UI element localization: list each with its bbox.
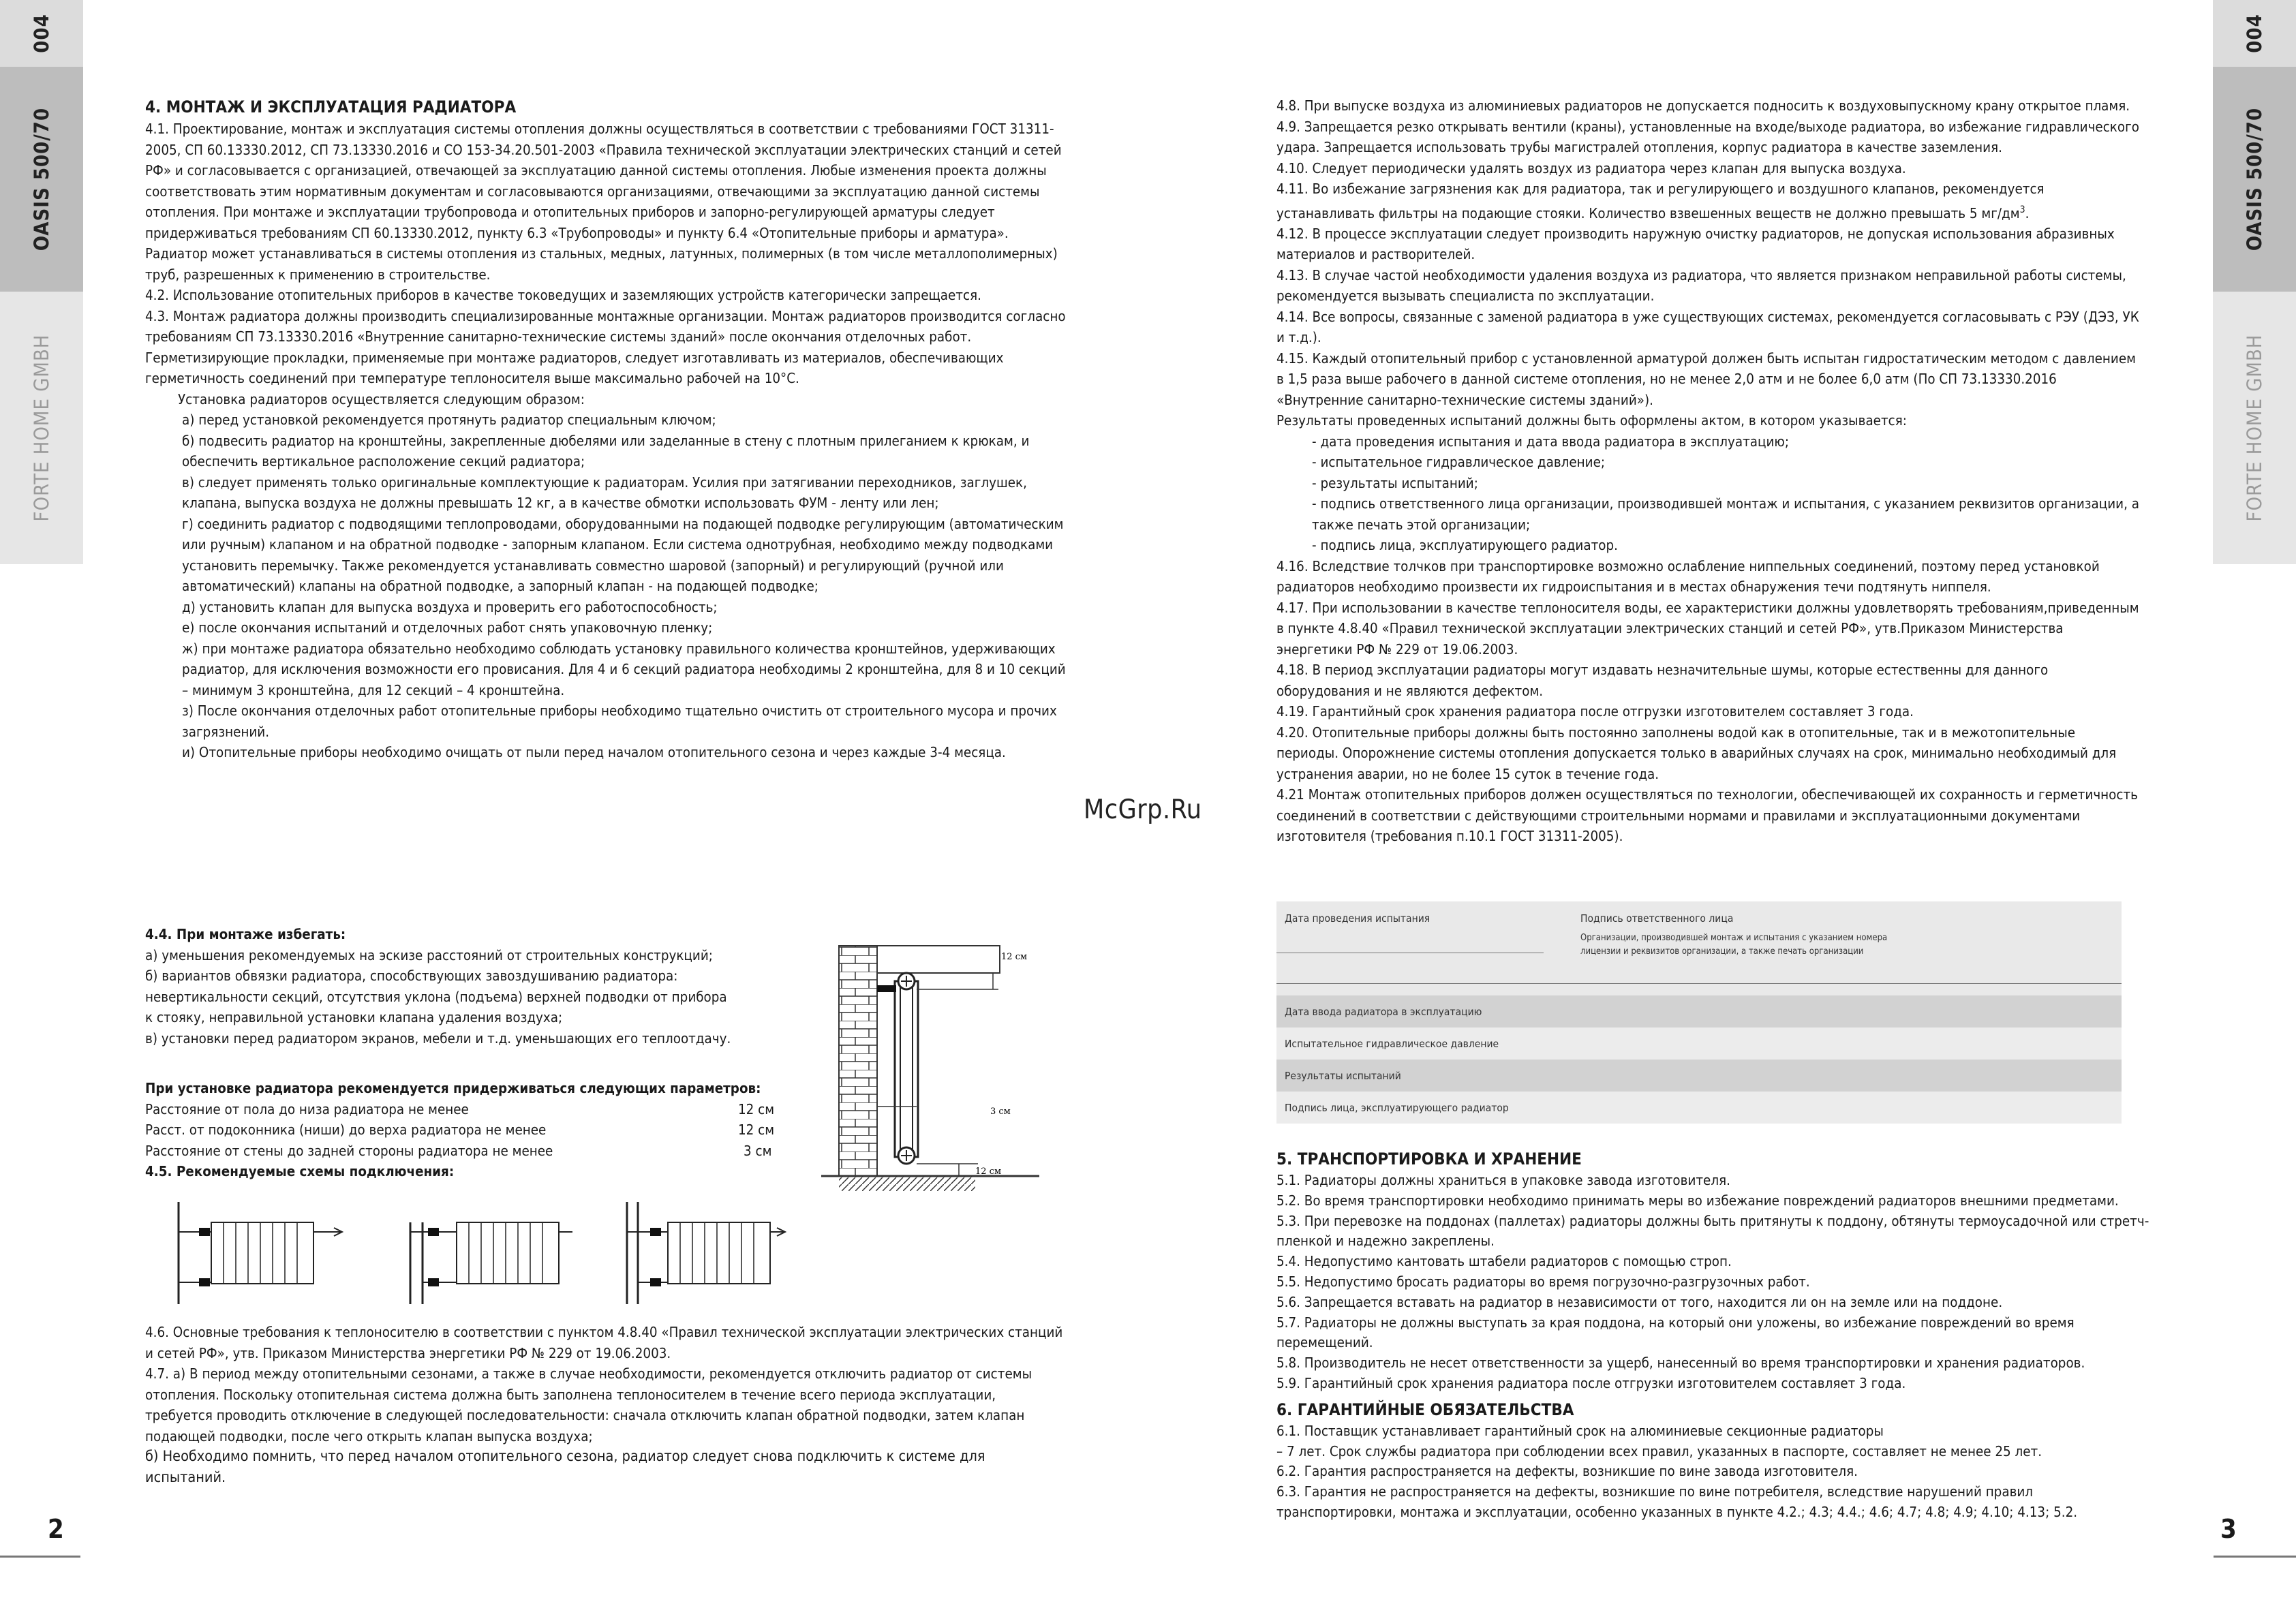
list-item: - испытательное гидравлическое давление;	[1312, 454, 1606, 471]
list-item: 5.3. При перевозке на поддонах (паллетах) радиаторы должны быть притянуты к поддону, обтянуты термоусадочной или стретч-пленкой и надежно закреплены.	[1276, 1212, 2149, 1250]
list-item: ж) при монтаже радиатора обязательно необходимо соблюдать установку правильного количества кронштейнов, удерживающих радиатор, для исключения возможности его провисания. Для 4 и 6 секций радиатора необходимы 2 кронштейна, для 8 и 10 секций – минимум 3 кронштейна, для 12 секций – 4 кронштейна.	[182, 640, 1066, 698]
page-number-left: 2	[48, 1514, 64, 1544]
side-brand: FORTE HOME GMBH	[30, 334, 53, 522]
right-column-top	[1276, 95, 2141, 847]
list-item: 5.4. Недопустимо кантовать штабели радиаторов с помощью строп.	[1276, 1253, 1732, 1270]
section-4-5-heading: 4.5. Рекомендуемые схемы подключения:	[145, 1163, 455, 1179]
list-item: д) установить клапан для выпуска воздуха и проверить его работоспособность;	[182, 598, 718, 615]
side-model: OASIS 500/70	[30, 107, 53, 251]
list-item: 5.8. Производитель не несет ответственности за ущерб, нанесенный во время транспортировки и хранения радиаторов.	[1276, 1355, 2085, 1372]
table-row: Дата ввода радиатора в эксплуатацию	[1276, 995, 2122, 1027]
section-6-heading: 6. ГАРАНТИЙНЫЕ ОБЯЗАТЕЛЬСТВА	[1276, 1400, 1574, 1419]
para-4-6: 4.6. Основные требования к теплоносителю в соответствии с пунктом 4.8.40 «Правил технической эксплуатации электрических станций и сетей РФ», утв. Приказом Министерства энергетики РФ № 229 от 19.06.2003.	[145, 1324, 1063, 1361]
param-row	[145, 1099, 786, 1120]
left-column-bottom	[145, 1322, 1067, 1488]
para-4-11-sup: 3	[2019, 204, 2025, 215]
floor-icon	[821, 1176, 1039, 1191]
side-brand-block	[0, 292, 83, 564]
sign-title: Подпись ответственного лица	[1580, 912, 1734, 925]
list-item: 5.9. Гарантийный срок хранения радиатора после отгрузки изготовителем составляет 3 года.	[1276, 1374, 1906, 1391]
table-row: Результаты испытаний	[1276, 1060, 2122, 1092]
side-code-right: 004	[2243, 14, 2266, 53]
left-side-tab	[0, 0, 83, 564]
page-base-line-right	[2214, 1556, 2296, 1558]
params-heading: При установке радиатора рекомендуется придерживаться следующих параметров:	[145, 1080, 761, 1096]
param-row	[145, 1141, 786, 1162]
page-base-line-left	[0, 1556, 80, 1558]
para-4-3: 4.3. Монтаж радиатора должны производить специализированные монтажные организации. Монтаж радиаторов производится согласно требованиям СП 73.13330.2016 «Внутренние санитарно-технические системы зданий» после окончания отделочных работ. Герметизирующие прокладки, применяемые при монтаже радиаторов, следует изготавливать из материалов, обеспечивающих герметичность соединений при температуре теплоносителя выше максимально рабочей на 10°С.	[145, 307, 1066, 386]
para-4-20: 4.20. Отопительные приборы должны быть постоянно заполнены водой как в отопительные, так и в межотопительные периоды. Опорожнение системы отопления допускается только в аварийных случаях на срок, минимально необходимый для устранения аварии, но не более 15 суток в течение года.	[1276, 724, 2117, 782]
param-value: 12 см	[738, 1122, 775, 1138]
list-item: 6.2. Гарантия распространяется на дефекты, возникшие по вине завода изготовителя.	[1276, 1463, 1858, 1480]
installation-diagram	[814, 939, 1046, 1211]
para-4-2: 4.2. Использование отопительных приборов в качестве токоведущих и заземляющих устройств категорически запрещается.	[145, 287, 981, 303]
para-4-14: 4.14. Все вопросы, связанные с заменой радиатора в уже существующих системах, рекомендуется согласовывать с РЭУ (ДЭЗ, УК и т.д.).	[1276, 308, 2139, 346]
watermark: McGrp.Ru	[1084, 794, 1202, 825]
param-label: Расст. от подоконника (ниши) до верха радиатора не менее	[145, 1122, 547, 1138]
para-4-11-end: .	[2025, 204, 2030, 221]
list-item: 6.3. Гарантия не распространяется на дефекты, возникшие по вине потребителя, вследствие нарушений правил транспортировки, монтажа и эксплуатации, особенно указанных в пункте 4.2.; 4.3; 4.4.; 4.6; 4.7; 4.8; 4.9; 4.10; 4.13; 5.2.	[1276, 1483, 2078, 1520]
side-brand-right: FORTE HOME GMBH	[2243, 334, 2266, 522]
list-item: 5.6. Запрещается вставать на радиатор в независимости от того, находится ли он на земле или на поддоне.	[1276, 1293, 2003, 1310]
param-label: Расстояние от стены до задней стороны радиатора не менее	[145, 1142, 553, 1159]
param-label: Расстояние от пола до низа радиатора не менее	[145, 1100, 469, 1117]
side-model-block	[0, 67, 83, 292]
side-code-block-right	[2213, 0, 2296, 67]
para-4-11-text: 4.11. Во избежание загрязнения как для радиатора, так и регулирующего и воздушного клапанов, рекомендуется устанавливать фильтры на подающие стояки. Количество взвешенных веществ не должно превышать 5 мг/дм	[1276, 181, 2045, 221]
side-model-block-right	[2213, 67, 2296, 292]
list-item: 5.1. Радиаторы должны храниться в упаковке завода изготовителя.	[1276, 1172, 1730, 1188]
list-item: в) следует применять только оригинальные комплектующие к радиаторам. Усилия при затягивании переходников, заглушек, клапана, выпуска воздуха не должны превышать 12 кг, а в качестве обмотки использовать ФУМ - ленту или лен;	[182, 474, 1027, 511]
table-header-row	[1276, 901, 2122, 995]
left-column-top	[145, 95, 1067, 763]
param-value: 3 см	[744, 1142, 772, 1159]
para-4-15: 4.15. Каждый отопительный прибор с установленной арматурой должен быть испытан гидростатическим методом с давлением в 1,5 раза выше рабочего в данной системе отопления, но не менее 2,0 атм и не более 6,0 атм (По СП 73.13330.2016 «Внутренние санитарно-технические системы зданий»).	[1276, 350, 2136, 408]
params-block	[145, 1078, 786, 1182]
install-list	[145, 409, 1067, 763]
para-4-18: 4.18. В период эксплуатации радиаторы могут издавать незначительные шумы, которые естественны для данного оборудования и не являются дефектом.	[1276, 662, 2049, 699]
dimension-label-top: 12 см	[1001, 952, 1028, 962]
section-5-heading: 5. ТРАНСПОРТИРОВКА И ХРАНЕНИЕ	[1276, 1149, 1582, 1169]
radiator-side-icon	[877, 973, 918, 1164]
dimension-label-bottom: 12 см	[975, 1166, 1002, 1177]
side-model-right: OASIS 500/70	[2243, 107, 2266, 251]
para-4-1: 4.1. Проектирование, монтаж и эксплуатация системы отопления должны осуществляться в соответствии с требованиями ГОСТ 31311-2005, СП 60.13330.2012, СП 73.13330.2016 и СО 153-34.20.501-2003 «Правила технической эксплуатации электрических станций и сетей РФ» и согласовывается с организацией, отвечающей за эксплуатацию данной системы отопления. Любые изменения проекта должны соответствовать этим нормативным документам и согласовываются организациями, отвечающими за эксплуатацию данной системы отопления. При монтаже и эксплуатации трубопровода и отопительных приборов и запорно-регулирующей арматуры следует придерживаться требованиям СП 60.13330.2012, пункту 6.3 «Трубопроводы» и пункту 6.4 «Отопительные приборы и арматура». Радиатор может устанавливаться в системы отопления из стальных, медных, латунных, полимерных (в том числе металлополимерных) труб, разрешенных к применению в строительстве.	[145, 121, 1062, 283]
para-4-19: 4.19. Гарантийный срок хранения радиатора после отгрузки изготовителем составляет 3 года.	[1276, 703, 1914, 720]
para-4-17: 4.17. При использовании в качестве теплоносителя воды, ее характеристики должны удовлетворять требованиям,приведенным в пункте 4.8.40 «Правил технической эксплуатации электрических станций и сетей РФ», утв.Приказом Министерства энергетики РФ № 229 от 19.06.2003.	[1276, 599, 2139, 658]
list-item: 5.5. Недопустимо бросать радиаторы во время погрузочно-разгрузочных работ.	[1276, 1273, 1810, 1290]
page-number-right: 3	[2220, 1514, 2237, 1544]
para-4-9: 4.9. Запрещается резко открывать вентили (краны), установленные на входе/выходе радиатора, во избежание гидравлического удара. Запрещается использовать трубы магистралей отопления, корпус радиатора в качестве заземления.	[1276, 118, 2139, 155]
para-4-10: 4.10. Следует периодически удалять воздух из радиатора через клапан для выпуска воздуха.	[1276, 159, 1906, 176]
param-row	[145, 1119, 786, 1141]
table-row: Подпись лица, эксплуатирующего радиатор	[1276, 1092, 2122, 1124]
list-item: и) Отопительные приборы необходимо очищать от пыли перед началом отопительного сезона и через каждые 3-4 месяца.	[182, 744, 1006, 760]
list-item: б) вариантов обвязки радиатора, способствующих завоздушиванию радиатора: невертикальности секций, отсутствия уклона (подъема) верхней подводки от прибора к стояку, неправильной установки клапана удаления воздуха;	[145, 968, 727, 1025]
scheme-1-icon	[179, 1202, 342, 1304]
test-record-table	[1276, 901, 2122, 1124]
section-4-heading: 4. МОНТАЖ И ЭКСПЛУАТАЦИЯ РАДИАТОРА	[145, 97, 517, 117]
para-4-13: 4.13. В случае частой необходимости удаления воздуха из радиатора, что является признаком неправильной работы системы, рекомендуется вызывать специалиста по эксплуатации.	[1276, 266, 2126, 305]
para-4-7b: б) Необходимо помнить, что перед началом отопительного сезона, радиатор следует снова подключить к системе для испытаний.	[145, 1448, 985, 1486]
wall-icon	[839, 946, 877, 1176]
table-row: Испытательное гидравлическое давление	[1276, 1027, 2122, 1060]
para-4-16: 4.16. Вследствие толчков при транспортировке возможно ослабление ниппельных соединений, поэтому перед установкой радиаторов необходимо произвести их гидроиспытания и в местах обнаружения течи подтянуть ниппеля.	[1276, 557, 2100, 596]
list-item: - дата проведения испытания и дата ввода радиатора в эксплуатацию;	[1312, 433, 1790, 450]
dimension-label-mid: 3 см	[990, 1107, 1011, 1117]
para-4-8: 4.8. При выпуске воздуха из алюминиевых радиаторов не допускается подносить к воздуховыпускному крану открытое пламя.	[1276, 97, 2130, 114]
para-4-11	[1276, 179, 2141, 223]
list-item: 5.7. Радиаторы не должны выступать за края поддона, на который они уложены, во избежание повреждений во время перемещений.	[1276, 1314, 2075, 1351]
act-intro: Результаты проведенных испытаний должны быть оформлены актом, в котором указывается:	[1276, 412, 1907, 429]
side-code-block	[0, 0, 83, 67]
act-list	[1276, 431, 2141, 556]
list-item: а) перед установкой рекомендуется протянуть радиатор специальным ключом;	[182, 412, 716, 428]
list-item: г) соединить радиатор с подводящими теплопроводами, оборудованными на подающей подводке регулирующим (автоматическим или ручным) клапаном и на обратной подводке - запорным клапаном. Если система однотрубная, необходимо между подводками установить перемычку. Также рекомендуется устанавливать совместно шаровой (запорный) и регулирующий (ручной или автоматический) клапаны на обратной подводке, а запорный клапан - на подающей подводке;	[182, 515, 1064, 594]
left-column-avoid	[145, 924, 799, 1049]
list-item: - подпись ответственного лица организации, производившей монтаж и испытания, с указанием реквизитов организации, а также печать этой организации;	[1312, 495, 2139, 533]
para-4-7: 4.7. а) В период между отопительными сезонами, а также в случае необходимости, рекомендуется отключить радиатор от системы отопления. Поскольку отопительная система должна быть заполнена теплоносителем в течение всего периода эксплуатации, требуется проводить отключение в следующей последовательности: сначала отключить клапан обратной подводки, затем клапан подающей подводки, после чего открыть клапан выпуска воздуха;	[145, 1365, 1032, 1444]
date-test-label: Дата проведения испытания	[1285, 912, 1430, 925]
list-item: 5.2. Во время транспортировки необходимо принимать меры во избежание повреждений радиаторов внешними предметами.	[1276, 1192, 2119, 1209]
list-item: б) подвесить радиатор на кронштейны, закрепленные дюбелями или заделанные в стену с плотным прилеганием к крюкам, и обеспечить вертикальное расположение секций радиатора;	[182, 432, 1030, 469]
para-4-21: 4.21 Монтаж отопительных приборов должен осуществляться по технологии, обеспечивающей их сохранность и герметичность соединений в соответствии с действующими строительными нормами и правилами и эксплуатационными документами изготовителя (требования п.10.1 ГОСТ 31311-2005).	[1276, 786, 2138, 845]
windowsill-icon	[877, 946, 1000, 973]
list-item: - подпись лица, эксплуатирующего радиатор.	[1312, 537, 1618, 554]
section-4-4-heading: 4.4. При монтаже избегать:	[145, 926, 346, 942]
para-4-12: 4.12. В процессе эксплуатации следует производить наружную очистку радиаторов, не допуская использования абразивных материалов и растворителей.	[1276, 225, 2115, 263]
side-code: 004	[30, 14, 53, 53]
side-brand-block-right	[2213, 292, 2296, 564]
list-item: 6.1. Поставщик устанавливает гарантийный срок на алюминиевые секционные радиаторы	[1276, 1422, 1884, 1439]
list-item: - результаты испытаний;	[1312, 474, 1478, 491]
connection-schemes	[170, 1202, 825, 1311]
scheme-2-icon	[410, 1222, 572, 1304]
list-item: з) После окончания отделочных работ отопительные приборы необходимо тщательно очистить от строительного мусора и прочих загрязнений.	[182, 702, 1057, 740]
right-side-tab	[2213, 0, 2296, 564]
header-bottom-line	[1276, 983, 2122, 984]
param-value: 12 см	[738, 1100, 775, 1117]
right-column-bottom	[1276, 1147, 2217, 1523]
scheme-3-icon	[627, 1202, 785, 1304]
list-item: в) установки перед радиатором экранов, мебели и т.д. уменьшающих его теплоотдачу.	[145, 1030, 731, 1047]
list-item: е) после окончания испытаний и отделочных работ снять упаковочную пленку;	[182, 619, 713, 636]
list-item: а) уменьшения рекомендуемых на эскизе расстояний от строительных конструкций;	[145, 946, 713, 963]
sign-desc: Организации, производившей монтаж и испытания с указанием номера лицензии и реквизитов организации, а также печать организации	[1580, 933, 1888, 957]
list-item: – 7 лет. Срок службы радиатора при соблюдении всех правил, указанных в паспорте, составляет не менее 25 лет.	[1276, 1442, 2042, 1459]
install-intro: Установка радиаторов осуществляется следующим образом:	[178, 390, 585, 407]
